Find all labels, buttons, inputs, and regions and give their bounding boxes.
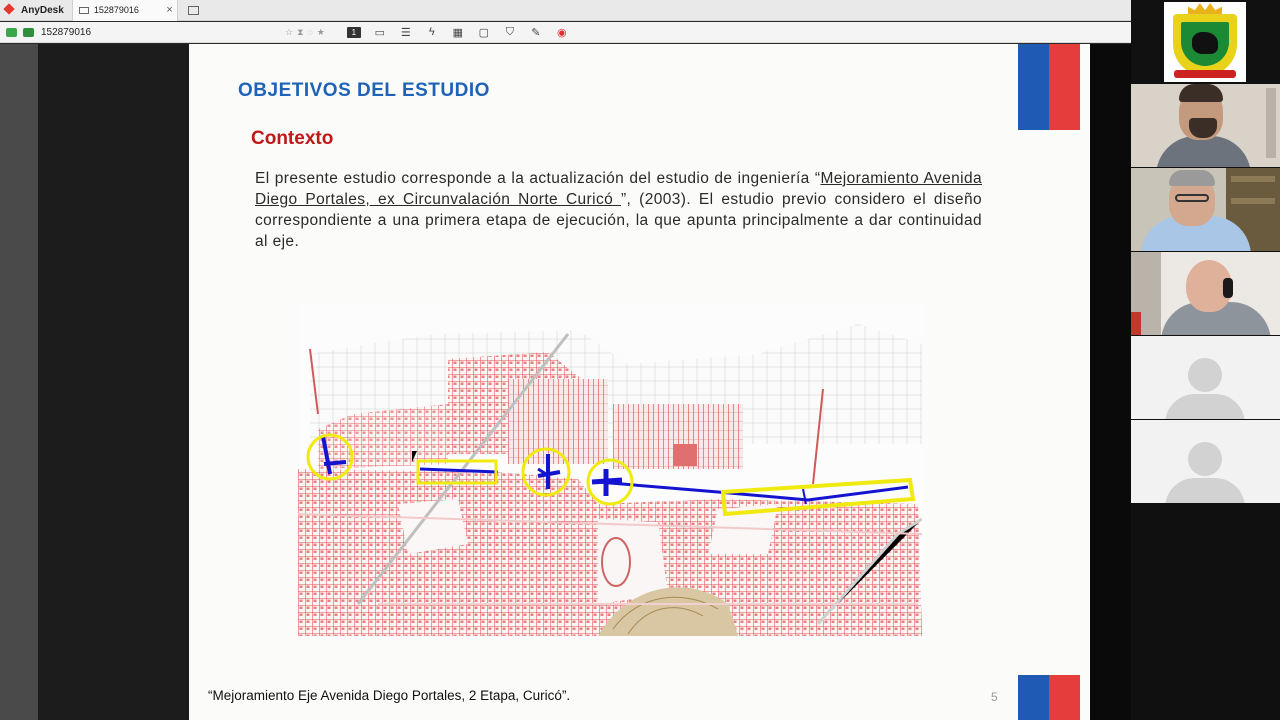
accept-icon[interactable]	[23, 28, 34, 37]
display-icon[interactable]: ▢	[478, 26, 490, 39]
participant-tile-video-3[interactable]	[1131, 252, 1280, 335]
actions-lightning-icon[interactable]: ϟ	[428, 26, 435, 38]
context-paragraph	[255, 168, 982, 252]
municipal-crest-icon	[1164, 2, 1246, 82]
mouse-cursor-icon	[412, 451, 422, 462]
address-field[interactable]: 152879016	[41, 26, 92, 38]
page-number: 5	[991, 690, 998, 704]
participant-tile-avatar-1[interactable]	[1131, 336, 1280, 419]
participant-tile-video-2[interactable]	[1131, 168, 1280, 251]
city-map	[298, 304, 922, 636]
session-toolbar	[0, 22, 1131, 43]
participant-tile-avatar-2[interactable]	[1131, 420, 1280, 503]
app-name: AnyDesk	[21, 4, 64, 16]
whiteboard-pen-icon[interactable]: ✎	[531, 26, 541, 39]
remote-right-margin	[1090, 44, 1131, 720]
flag-decoration-bottom	[1018, 675, 1080, 720]
permissions-shield-icon[interactable]: ⛉	[505, 25, 514, 38]
presentation-slide	[189, 44, 1090, 720]
section-title: Contexto	[251, 128, 334, 149]
favorite-star-icon[interactable]: ★	[316, 26, 325, 37]
slide-title: OBJETIVOS DEL ESTUDIO	[238, 80, 490, 101]
remote-left-margin	[0, 44, 38, 720]
participants-panel	[1131, 0, 1280, 720]
participant-tile-video-1[interactable]	[1131, 84, 1280, 167]
record-icon[interactable]: ◉	[557, 26, 567, 39]
chat-icon[interactable]: ☰	[400, 26, 411, 39]
study-name-link: Mejoramiento Avenida Diego Portales, ex Circunvalación Norte Curicó	[255, 170, 982, 208]
title-bar	[0, 0, 1131, 21]
flag-decoration-top	[1018, 44, 1080, 130]
session-tab-label: 152879016	[93, 5, 139, 15]
file-transfer-icon[interactable]: ▭	[374, 26, 386, 39]
paragraph-text-1: El presente estudio corresponde a la actualización del estudio de ingeniería “	[255, 170, 821, 187]
session-tab[interactable]	[72, 0, 178, 21]
new-session-icon[interactable]	[188, 6, 199, 15]
slide-footer: “Mejoramiento Eje Avenida Diego Portales, 2 Etapa, Curicó”.	[208, 688, 571, 703]
keyboard-icon[interactable]: ▦	[452, 26, 464, 39]
participant-tile-logo[interactable]	[1131, 0, 1280, 83]
close-tab-icon[interactable]: ×	[166, 3, 173, 16]
connection-status-icon	[6, 28, 17, 37]
pin-icon[interactable]: ◌	[307, 27, 313, 37]
hourglass-icon[interactable]: ⧗	[297, 26, 304, 37]
default-avatar-icon	[1188, 442, 1222, 476]
anydesk-logo-icon	[3, 4, 19, 16]
monitor-1-button[interactable]: 1	[347, 27, 361, 38]
paragraph-text-2: ”, (2003). El estudio previo considero el diseño correspondiente a una primera etapa de ejecución, la que apunta principalmente a dar continuidad al eje.	[255, 191, 982, 250]
default-avatar-icon	[1188, 358, 1222, 392]
monitor-icon	[79, 7, 89, 14]
bookmark-icon[interactable]: ☆	[285, 26, 294, 37]
